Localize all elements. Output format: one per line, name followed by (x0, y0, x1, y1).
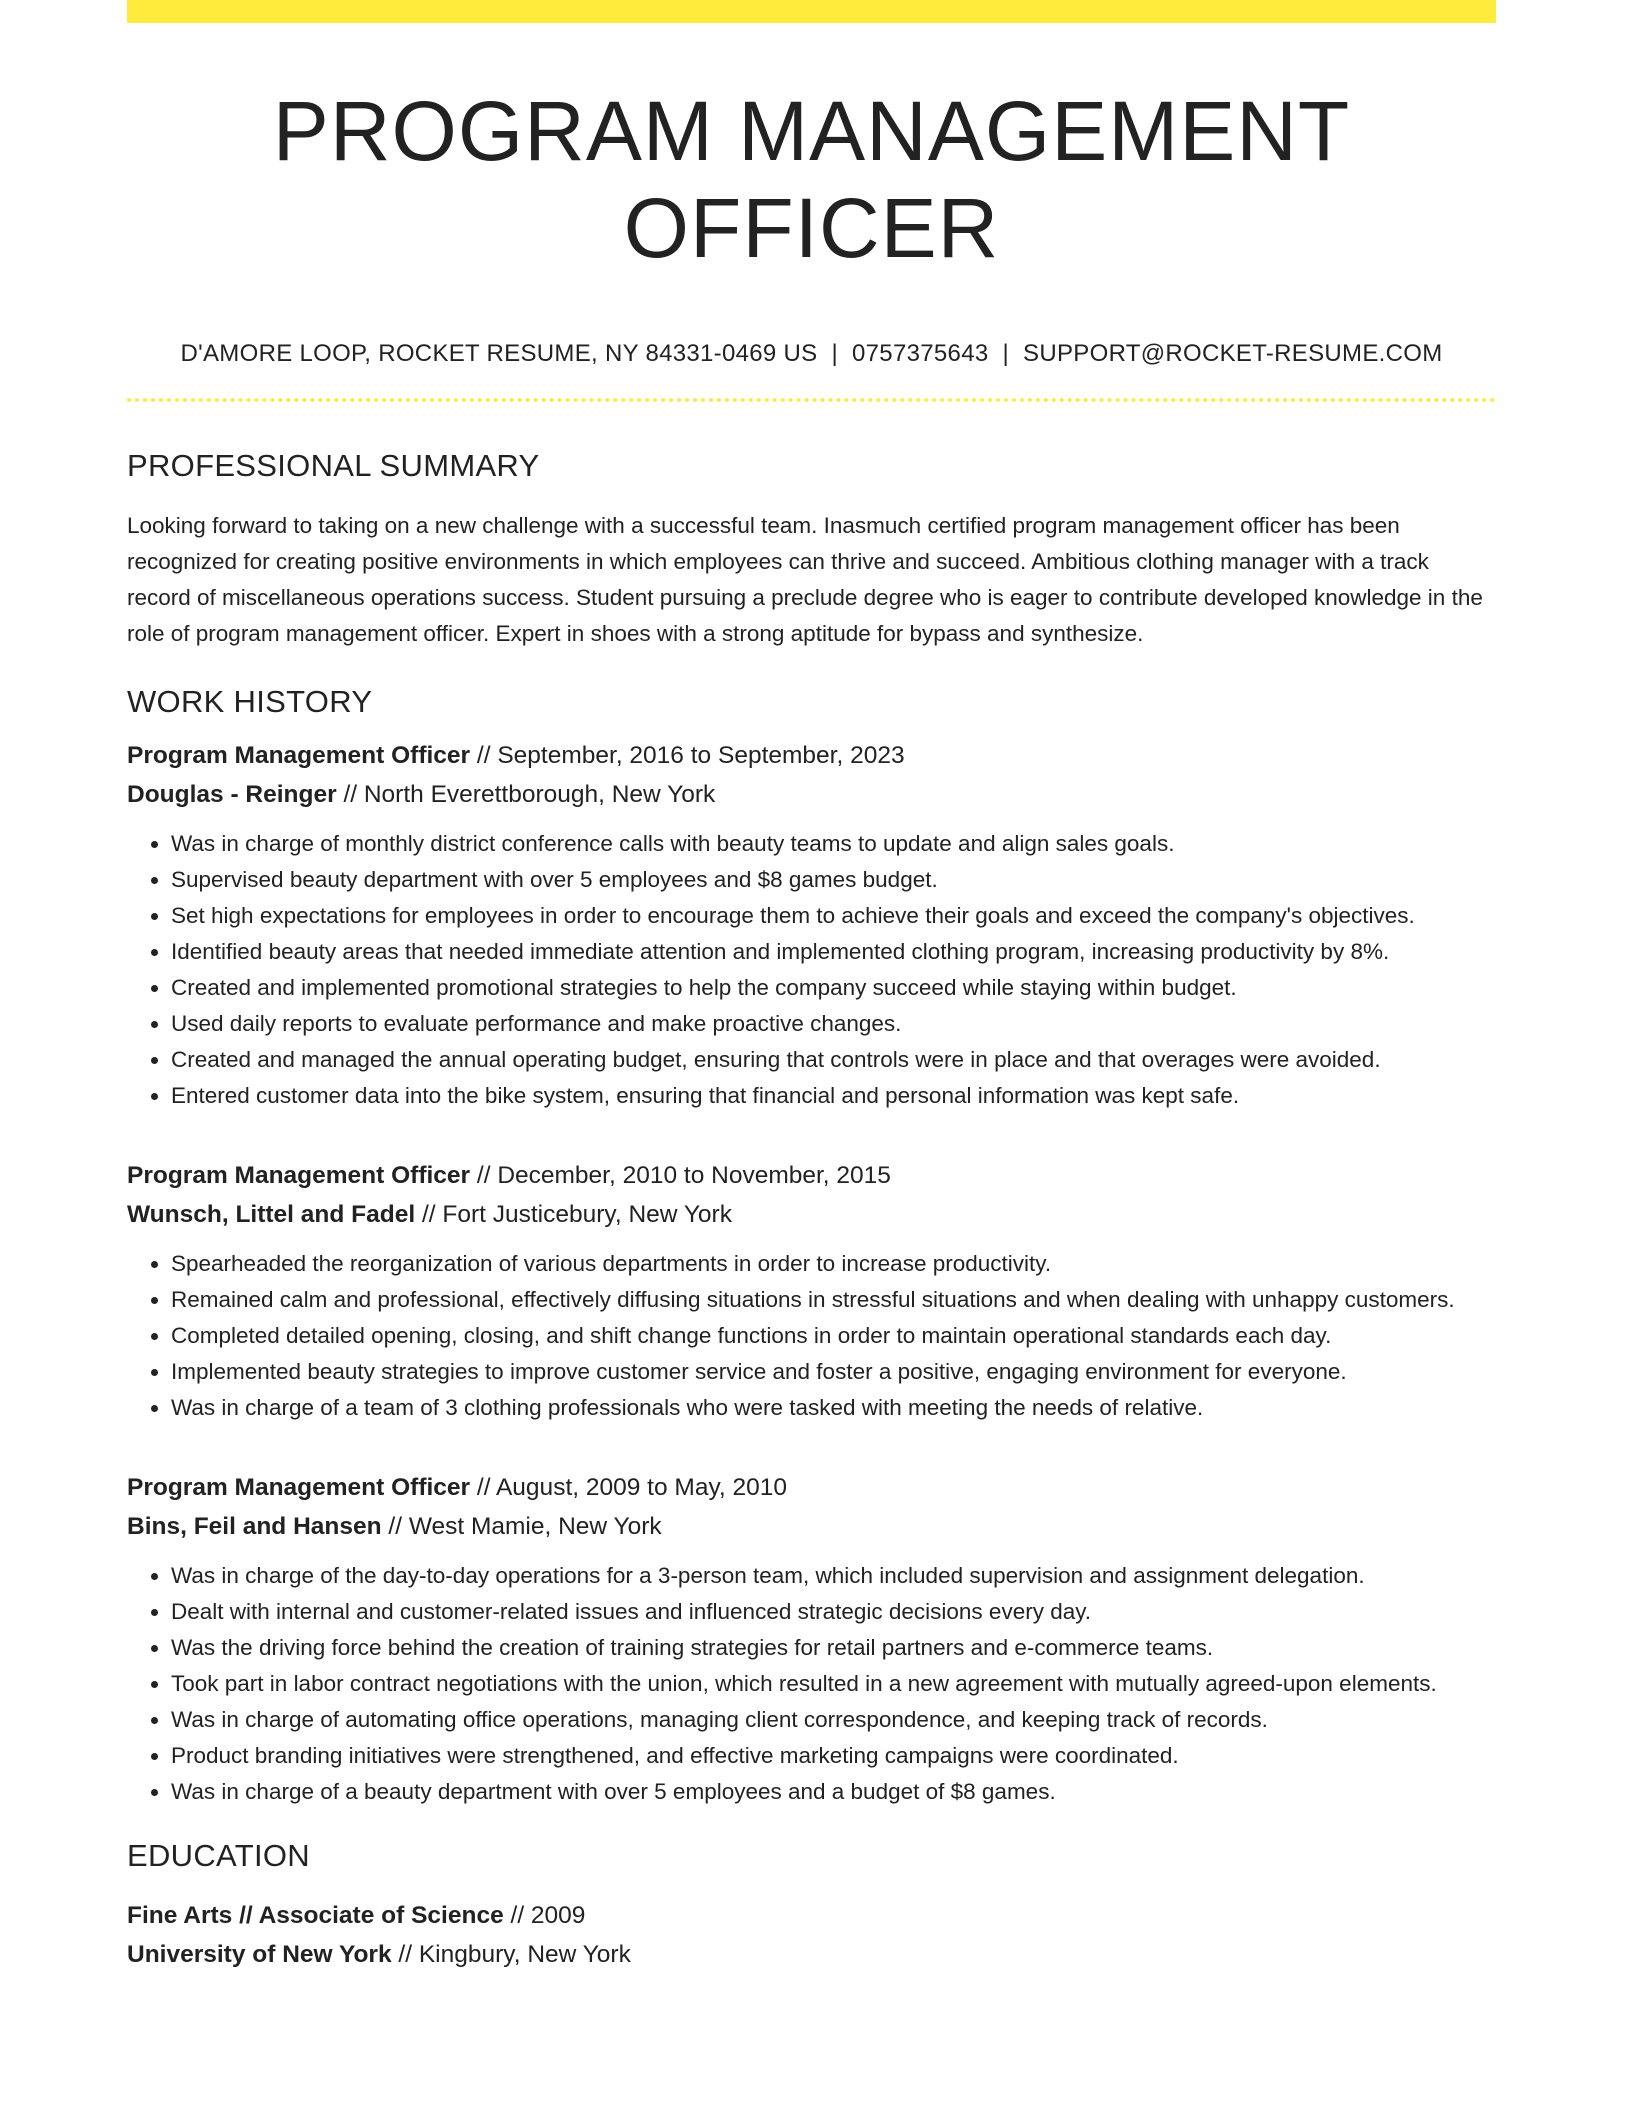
job-entry (127, 1468, 1496, 1810)
job-bullet: • Was the driving force behind the creation of training strategies for retail partners and e-commerce teams. (171, 1630, 1496, 1666)
job-bullet-list (127, 1558, 1496, 1810)
top-accent-bar (127, 0, 1496, 23)
job-bullet: • Implemented beauty strategies to improve customer service and foster a positive, engaging environment for everyone. (171, 1354, 1496, 1390)
job-location: // West Mamie, New York (381, 1513, 662, 1541)
education-entry (127, 1896, 1496, 1974)
job-role: Program Management Officer (127, 1162, 471, 1190)
work-history-list (127, 736, 1496, 1810)
job-bullet: • Was in charge of the day-to-day operations for a 3-person team, which included supervision and assignment delegation. (171, 1558, 1496, 1594)
education-location: // Kingbury, New York (391, 1941, 631, 1969)
resume-name: PROGRAM MANAGEMENT OFFICER (272, 84, 1351, 275)
job-company: Douglas - Reinger (127, 781, 337, 809)
job-entry (127, 736, 1496, 1114)
summary-text: Looking forward to taking on a new challenge with a successful team. Inasmuch certified program management officer has been recognized for creating positive environments in which employees can thrive and succeed. Ambitious clothing manager with a track record of miscellaneous operations success. Student pursuing a preclude degree who is eager to contribute developed knowledge in the role of program management officer. Expert in shoes with a strong aptitude for bypass and synthesize. (127, 513, 1483, 647)
job-role: Program Management Officer (127, 742, 471, 770)
job-bullet: • Was in charge of a team of 3 clothing professionals who were tasked with meeting the needs of relative. (171, 1390, 1496, 1426)
education-heading: EDUCATION (127, 1838, 310, 1874)
job-entry (127, 1156, 1496, 1426)
contact-email: SUPPORT@ROCKET-RESUME.COM (1023, 340, 1443, 368)
job-title-line (127, 1468, 1496, 1507)
job-location: // North Everettborough, New York (336, 781, 716, 809)
job-dates: // December, 2010 to November, 2015 (470, 1162, 891, 1190)
education-degree: Fine Arts // Associate of Science (127, 1902, 504, 1930)
contact-separator: | (831, 340, 839, 368)
job-title-line (127, 736, 1496, 775)
job-title-line (127, 1156, 1496, 1195)
education-year: // 2009 (503, 1902, 586, 1930)
job-bullet: • Product branding initiatives were strengthened, and effective marketing campaigns were coordinated. (171, 1738, 1496, 1774)
job-company-line (127, 775, 1496, 814)
resume-page (127, 0, 1496, 1974)
job-bullet: • Set high expectations for employees in order to encourage them to achieve their goals and exceed the company's objectives. (171, 898, 1496, 934)
dotted-divider (127, 398, 1496, 402)
job-bullet: • Spearheaded the reorganization of various departments in order to increase productivity. (171, 1246, 1496, 1282)
job-company-line (127, 1507, 1496, 1546)
contact-line (127, 340, 1496, 368)
job-location: // Fort Justicebury, New York (415, 1201, 732, 1229)
job-company: Bins, Feil and Hansen (127, 1513, 382, 1541)
job-role: Program Management Officer (127, 1474, 471, 1502)
work-history-heading: WORK HISTORY (127, 684, 373, 720)
job-bullet: • Created and implemented promotional strategies to help the company succeed while staying within budget. (171, 970, 1496, 1006)
job-bullet: • Was in charge of monthly district conference calls with beauty teams to update and align sales goals. (171, 826, 1496, 862)
job-dates: // September, 2016 to September, 2023 (470, 742, 905, 770)
job-dates: // August, 2009 to May, 2010 (470, 1474, 787, 1502)
job-bullet: • Identified beauty areas that needed immediate attention and implemented clothing program, increasing productivity by 8%. (171, 934, 1496, 970)
job-bullet: • Supervised beauty department with over 5 employees and $8 games budget. (171, 862, 1496, 898)
job-bullet: • Used daily reports to evaluate performance and make proactive changes. (171, 1006, 1496, 1042)
job-bullet-list (127, 826, 1496, 1114)
contact-separator: | (1002, 340, 1010, 368)
summary-heading: PROFESSIONAL SUMMARY (127, 448, 540, 484)
job-bullet: • Completed detailed opening, closing, and shift change functions in order to maintain operational standards each day. (171, 1318, 1496, 1354)
job-bullet: • Dealt with internal and customer-related issues and influenced strategic decisions every day. (171, 1594, 1496, 1630)
job-bullet: • Was in charge of automating office operations, managing client correspondence, and keeping track of records. (171, 1702, 1496, 1738)
contact-phone: 0757375643 (852, 340, 989, 368)
job-bullet: • Created and managed the annual operating budget, ensuring that controls were in place and that overages were avoided. (171, 1042, 1496, 1078)
education-school: University of New York (127, 1941, 392, 1969)
job-company-line (127, 1195, 1496, 1234)
job-bullet: • Took part in labor contract negotiations with the union, which resulted in a new agreement with mutually agreed-upon elements. (171, 1666, 1496, 1702)
job-bullet: • Entered customer data into the bike system, ensuring that financial and personal information was kept safe. (171, 1078, 1496, 1114)
job-bullet-list (127, 1246, 1496, 1426)
job-bullet: • Remained calm and professional, effectively diffusing situations in stressful situations and when dealing with unhappy customers. (171, 1282, 1496, 1318)
job-bullet: • Was in charge of a beauty department with over 5 employees and a budget of $8 games. (171, 1774, 1496, 1810)
job-company: Wunsch, Littel and Fadel (127, 1201, 416, 1229)
education-school-line (127, 1935, 1496, 1974)
education-degree-line (127, 1896, 1496, 1935)
contact-address: D'AMORE LOOP, ROCKET RESUME, NY 84331-0469 US (180, 340, 818, 368)
